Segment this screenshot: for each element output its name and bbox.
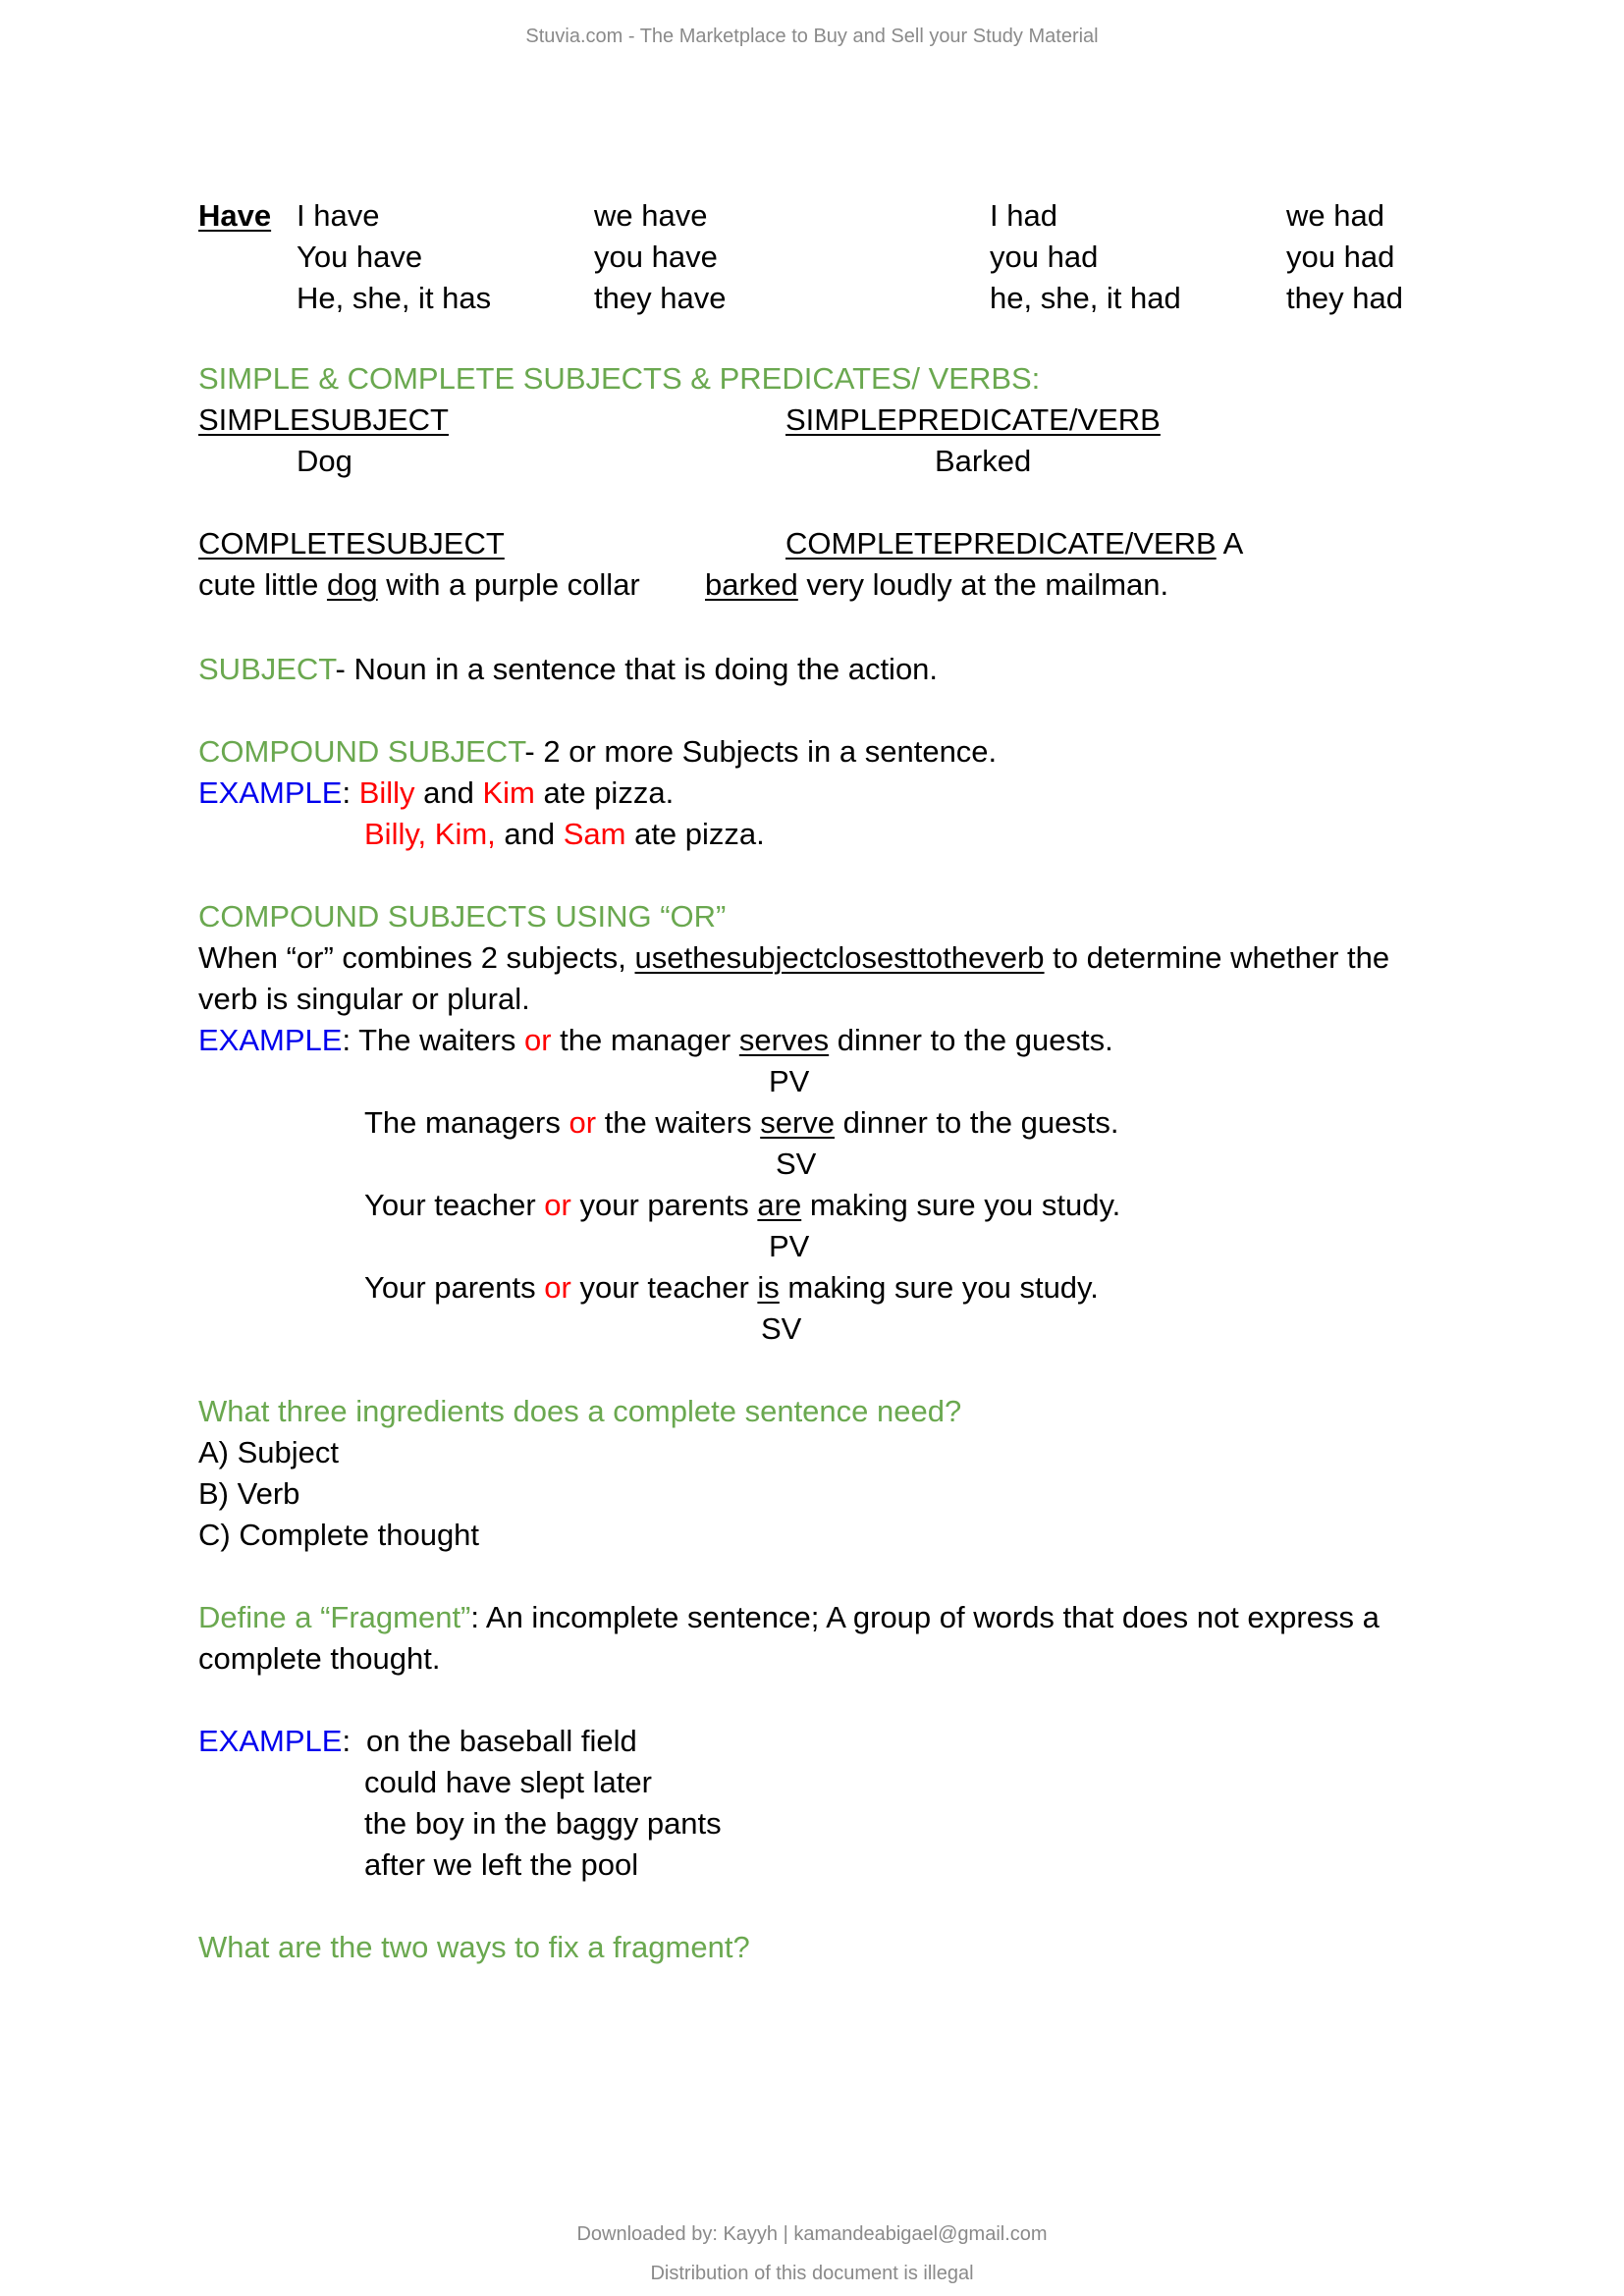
table-cell: he, she, it had xyxy=(990,281,1181,315)
example-label: EXAMPLE xyxy=(198,775,343,810)
rule-line: verb is singular or plural. xyxy=(198,982,530,1016)
trailing-text: A xyxy=(1216,526,1244,561)
or-word: or xyxy=(568,1105,597,1140)
text: When “or” combines 2 subjects, xyxy=(198,940,635,975)
compound-subject-definition xyxy=(198,734,997,770)
text: The managers xyxy=(364,1105,569,1140)
text: very loudly at the mailman. xyxy=(797,567,1169,602)
example-item: the boy in the baggy pants xyxy=(364,1806,722,1841)
table-cell: You have xyxy=(297,240,423,274)
definition: - Noun in a sentence that is doing the action. xyxy=(335,652,939,686)
verb-label: Have xyxy=(198,198,272,233)
key-word: barked xyxy=(705,567,798,602)
complete-predicate-example xyxy=(705,567,1168,603)
subject: Billy, Kim, xyxy=(364,817,496,851)
complete-predicate-line xyxy=(785,526,1243,561)
fragment-definition xyxy=(198,1600,1380,1635)
section-heading: COMPOUND SUBJECTS USING “OR” xyxy=(198,899,727,934)
example-line xyxy=(364,817,765,852)
section-heading: SIMPLE & COMPLETE SUBJECTS & PREDICATES/ VERBS: xyxy=(198,361,1041,396)
subject: Kim xyxy=(482,775,535,810)
definition: - 2 or more Subjects in a sentence. xyxy=(524,734,998,769)
term: Define a “Fragment” xyxy=(198,1600,471,1634)
text: making sure you study. xyxy=(801,1188,1121,1222)
subject-definition xyxy=(198,652,938,687)
question: What are the two ways to fix a fragment? xyxy=(198,1930,750,1964)
verb: are xyxy=(757,1188,802,1222)
verb-tag: SV xyxy=(761,1311,802,1346)
table-cell: we have xyxy=(594,198,708,233)
key-phrase: usethesubjectclosesttotheverb xyxy=(634,940,1045,975)
table-cell: they have xyxy=(594,281,727,315)
example-line xyxy=(198,775,674,811)
table-cell: I had xyxy=(990,198,1057,233)
colon: : xyxy=(342,1023,359,1057)
question: What three ingredients does a complete sentence need? xyxy=(198,1394,962,1428)
text: ate pizza. xyxy=(534,775,675,810)
verb-tag: PV xyxy=(769,1229,810,1263)
downloaded-by: Downloaded by: Kayyh | kamandeabigael@gmail.com xyxy=(576,2223,1048,2245)
text: cute little xyxy=(198,567,327,602)
simple-predicate-label: SIMPLEPREDICATE/VERB xyxy=(785,402,1161,437)
text: and xyxy=(495,817,564,851)
table-cell: you have xyxy=(594,240,718,274)
text: Your parents xyxy=(364,1270,545,1305)
text: with a purple collar xyxy=(377,567,640,602)
answer-item: A) Subject xyxy=(198,1435,340,1469)
complete-subject-example xyxy=(198,567,640,603)
text: the manager xyxy=(551,1023,739,1057)
verb-tag: PV xyxy=(769,1064,810,1098)
answer-item: C) Complete thought xyxy=(198,1518,480,1552)
verb: is xyxy=(757,1270,780,1305)
table-cell: we had xyxy=(1286,198,1384,233)
example-item: could have slept later xyxy=(364,1765,652,1799)
text: and xyxy=(414,775,483,810)
table-cell: I have xyxy=(297,198,380,233)
text: ate pizza. xyxy=(625,817,765,851)
text: your teacher xyxy=(570,1270,758,1305)
table-cell: you had xyxy=(1286,240,1395,274)
or-word: or xyxy=(544,1270,571,1305)
subject: Sam xyxy=(563,817,626,851)
text: The waiters xyxy=(358,1023,524,1057)
example-line xyxy=(364,1105,1119,1141)
example-line xyxy=(364,1188,1120,1223)
rule-line xyxy=(198,940,1389,976)
text: to determine whether the xyxy=(1044,940,1390,975)
fragment-definition-line2: complete thought. xyxy=(198,1641,441,1676)
example-line xyxy=(198,1724,351,1759)
colon: : xyxy=(342,775,359,810)
text: dinner to the guests. xyxy=(829,1023,1113,1057)
verb: serve xyxy=(760,1105,836,1140)
text: making sure you study. xyxy=(779,1270,1099,1305)
key-word: dog xyxy=(326,567,378,602)
subject: Billy xyxy=(358,775,415,810)
complete-predicate-label: COMPLETEPREDICATE/VERB xyxy=(785,526,1217,561)
distribution-notice: Distribution of this document is illegal xyxy=(650,2263,974,2284)
example-line xyxy=(364,1270,1099,1306)
table-cell: He, she, it has xyxy=(297,281,492,315)
answer-item: B) Verb xyxy=(198,1476,300,1511)
complete-subject-label: COMPLETESUBJECT xyxy=(198,526,505,561)
verb: serves xyxy=(738,1023,830,1057)
simple-predicate-value: Barked xyxy=(935,444,1032,478)
simple-subject-value: Dog xyxy=(297,444,352,478)
verb-tag: SV xyxy=(776,1147,817,1181)
table-cell: you had xyxy=(990,240,1099,274)
or-word: or xyxy=(523,1023,552,1057)
page-header: Stuvia.com - The Marketplace to Buy and Sell your Study Material xyxy=(525,26,1099,47)
colon: : xyxy=(342,1724,352,1758)
table-cell: they had xyxy=(1286,281,1403,315)
text: Your teacher xyxy=(364,1188,545,1222)
example-line xyxy=(198,1023,1113,1058)
example-item: on the baseball field xyxy=(366,1724,637,1758)
definition: : An incomplete sentence; A group of words that does not express a xyxy=(470,1600,1380,1634)
example-label: EXAMPLE xyxy=(198,1023,343,1057)
term: COMPOUND SUBJECT xyxy=(198,734,525,769)
or-word: or xyxy=(544,1188,571,1222)
term: SUBJECT xyxy=(198,652,336,686)
simple-subject-label: SIMPLESUBJECT xyxy=(198,402,449,437)
example-item: after we left the pool xyxy=(364,1847,639,1882)
text: your parents xyxy=(570,1188,758,1222)
text: the waiters xyxy=(596,1105,761,1140)
example-label: EXAMPLE xyxy=(198,1724,343,1758)
text: dinner to the guests. xyxy=(835,1105,1119,1140)
